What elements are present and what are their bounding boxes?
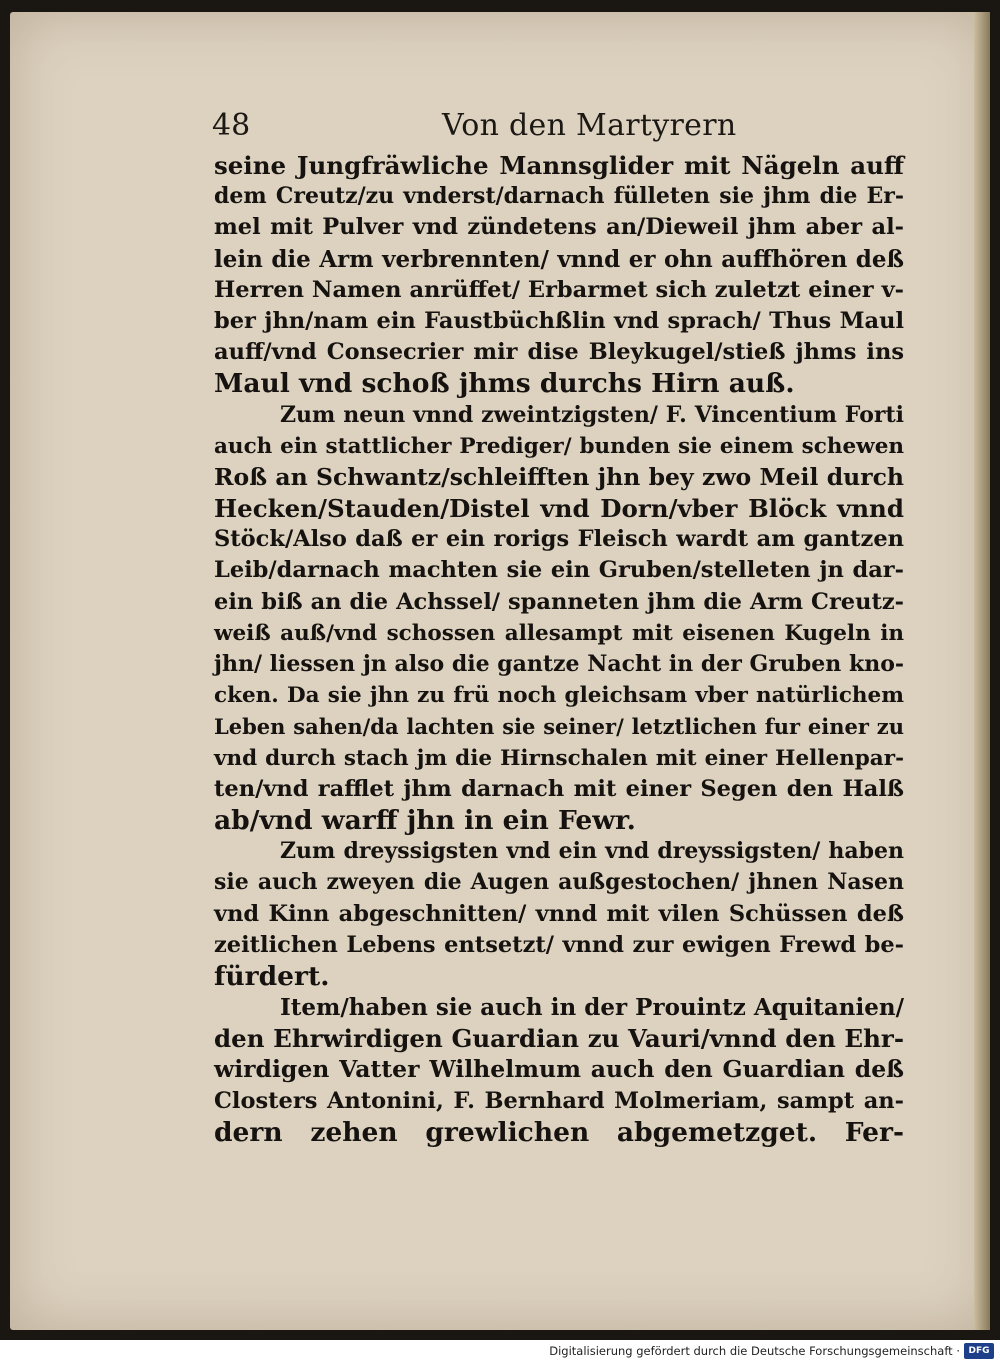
text-line: den Ehrwirdigen Guardian zu Vauri/vnnd den Ehr- bbox=[214, 1024, 904, 1054]
text-line: Hecken/Stauden/Distel vnd Dorn/vber Blöck vnnd bbox=[214, 494, 904, 524]
text-line: dem Creutz/zu vnderst/darnach fülleten sie jhm die Er- bbox=[214, 183, 904, 210]
text-line: ber jhn/nam ein Faustbüchßlin vnd sprach/ Thus Maul bbox=[214, 307, 904, 334]
text-line: auff/vnd Consecrier mir dise Bleykugel/stieß jhms ins bbox=[214, 339, 904, 366]
page-edge bbox=[974, 12, 990, 1330]
text-line: Roß an Schwantz/schleifften jhn bey zwo Meil durch bbox=[214, 462, 904, 491]
text-line: Leib/darnach machten sie ein Gruben/stelleten jn dar- bbox=[214, 557, 904, 584]
paragraph-start-line: Item/haben sie auch in der Prouintz Aquitanien/ bbox=[280, 994, 904, 1022]
text-line: zeitlichen Lebens entsetzt/ vnnd zur ewigen Frewd be- bbox=[214, 931, 904, 958]
paragraph-start-line: Zum neun vnnd zweintzigsten/ F. Vincentium Forti bbox=[280, 401, 904, 428]
text-line: Stöck/Also daß er ein rorigs Fleisch wardt am gantzen bbox=[214, 526, 904, 553]
text-line: fürdert. bbox=[214, 960, 330, 992]
text-line: Herren Namen anrüffet/ Erbarmet sich zuletzt einer v- bbox=[214, 276, 904, 303]
page-header bbox=[212, 104, 902, 148]
body-text bbox=[214, 150, 904, 1148]
funding-credit: Digitalisierung gefördert durch die Deutsche Forschungsgemeinschaft · bbox=[549, 1344, 960, 1358]
text-line: auch ein stattlicher Prediger/ bunden sie einem schewen bbox=[214, 433, 904, 459]
footer-bar bbox=[0, 1340, 1000, 1364]
text-line: Leben sahen/da lachten sie seiner/ letztlichen fur einer zu bbox=[214, 714, 904, 740]
text-line: ein biß an die Achssel/ spanneten jhm die Arm Creutz- bbox=[214, 588, 904, 615]
text-line: jhn/ liessen jn also die gantze Nacht in der Gruben kno- bbox=[214, 651, 904, 677]
paragraph-start-line: Zum dreyssigsten vnd ein vnd dreyssigsten/ haben bbox=[280, 838, 904, 865]
text-line: ten/vnd rafflet jhm darnach mit einer Segen den Halß bbox=[214, 775, 904, 802]
running-head: Von den Martyrern bbox=[442, 108, 737, 143]
text-line: lein die Arm verbrennten/ vnnd er ohn auffhören deß bbox=[214, 245, 904, 273]
dfg-logo: DFG bbox=[964, 1343, 994, 1359]
text-line: vnd Kinn abgeschnitten/ vnnd mit vilen Schüssen deß bbox=[214, 900, 904, 927]
text-line: Closters Antonini, F. Bernhard Molmeriam, sampt an- bbox=[214, 1087, 904, 1114]
text-line: weiß auß/vnd schossen allesampt mit eisenen Kugeln in bbox=[214, 620, 904, 646]
text-line: mel mit Pulver vnd zündetens an/Dieweil jhm aber al- bbox=[214, 214, 904, 241]
text-line: sie auch zweyen die Augen außgestochen/ jhnen Nasen bbox=[214, 869, 904, 896]
text-line: seine Jungfräwliche Mannsglider mit Nägeln auff bbox=[214, 151, 904, 180]
text-line: wirdigen Vatter Wilhelmum auch den Guardian deß bbox=[214, 1055, 904, 1084]
text-line: ab/vnd warff jhn in ein Fewr. bbox=[214, 804, 636, 836]
text-line: vnd durch stach jm die Hirnschalen mit einer Hellenpar- bbox=[214, 745, 904, 771]
text-line-with-catchword: dern zehen grewlichen abgemetzget. Fer- bbox=[214, 1116, 904, 1148]
text-line: Maul vnd schoß jhms durchs Hirn auß. bbox=[214, 368, 795, 400]
text-line: cken. Da sie jhn zu frü noch gleichsam vber natürlichem bbox=[214, 683, 904, 709]
page-number: 48 bbox=[212, 108, 251, 143]
